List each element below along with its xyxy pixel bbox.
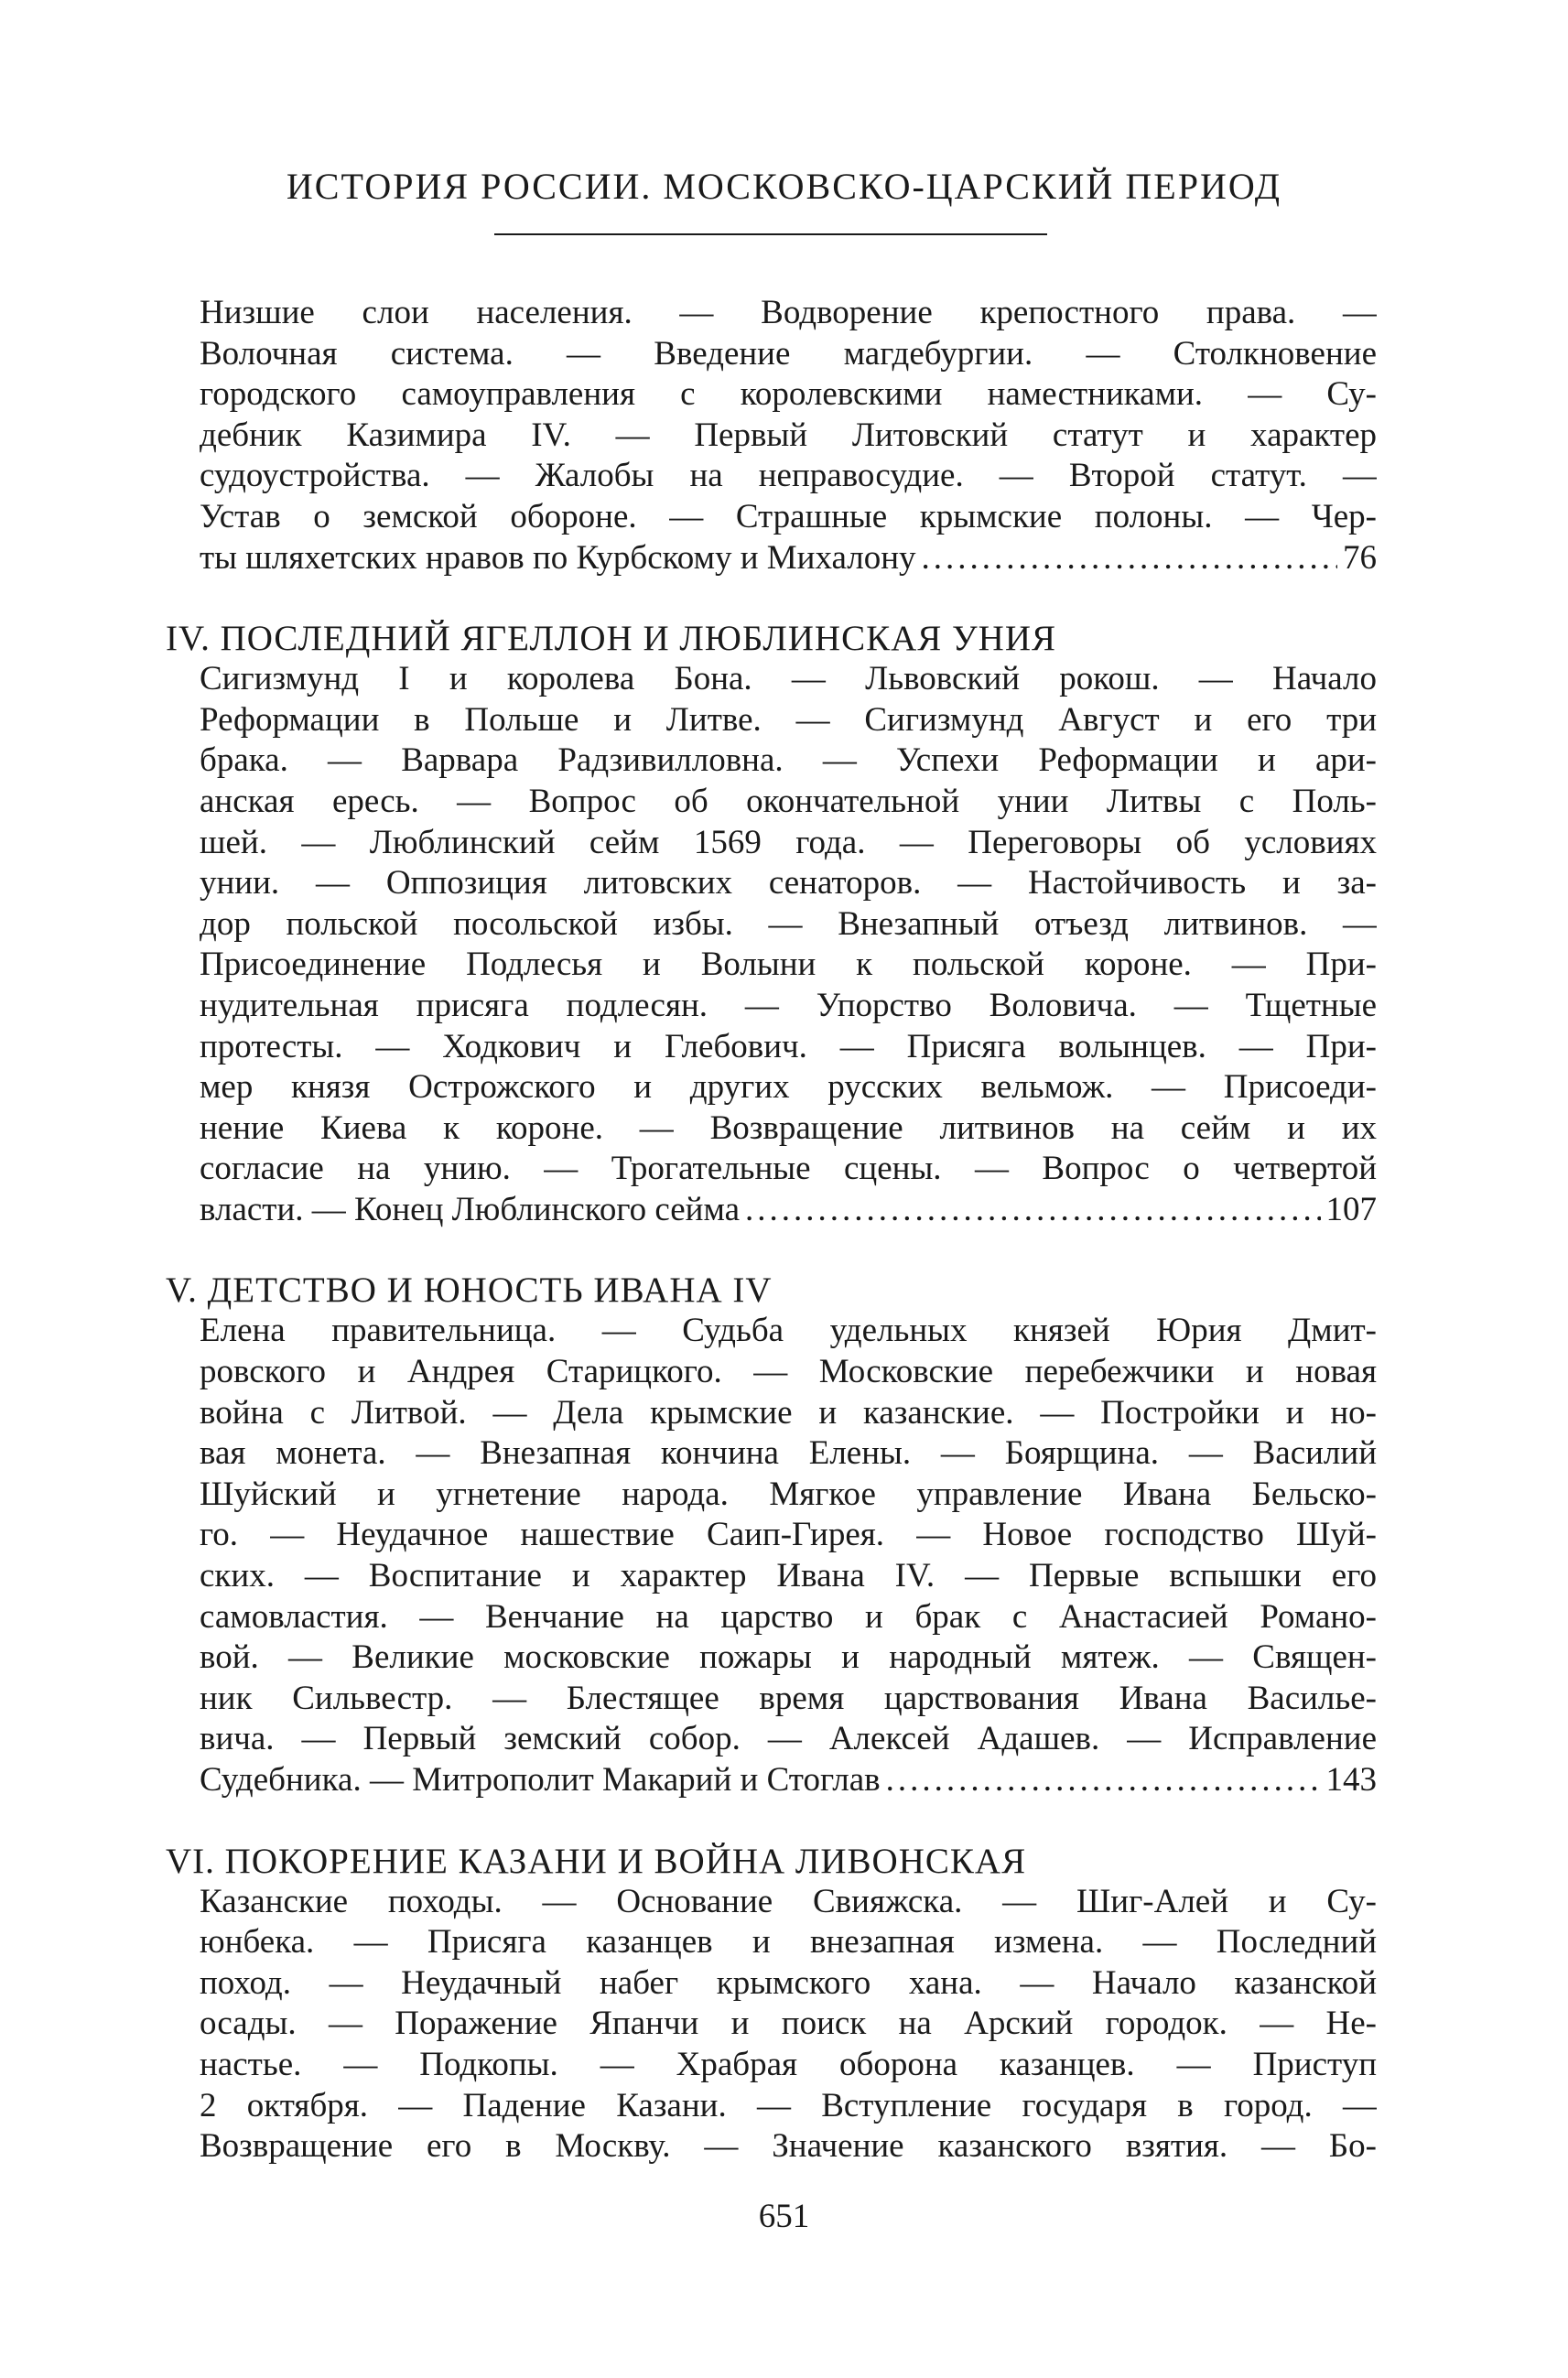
chapter-title: VI. ПОКОРЕНИЕ КАЗАНИ И ВОЙНА ЛИВОНСКАЯ	[166, 1841, 1027, 1881]
page-number: 651	[758, 2198, 810, 2235]
toc-line: настье. — Подкопы. — Храбрая оборона казанцев. — Приступ	[200, 2045, 1377, 2083]
toc-line: нение Киева к короне. — Возвращение литвинов на сейм и их	[200, 1108, 1377, 1147]
toc-line: городского самоуправления с королевскими наместниками. — Су-	[200, 375, 1377, 414]
toc-line: Возвращение его в Москву. — Значение казанского взятия. — Бо-	[200, 2127, 1377, 2166]
toc-line: анская ересь. — Вопрос об окончательной унии Литвы с Поль-	[200, 782, 1377, 820]
toc-entry-chapter-5	[166, 1270, 1377, 1800]
toc-last-line	[166, 1760, 1377, 1801]
toc-line: Устав о земской обороне. — Страшные крымские полоны. — Чер-	[200, 497, 1377, 535]
toc-line: самовластия. — Венчание на царство и брак с Анастасией Романо-	[200, 1597, 1377, 1636]
toc-line: 2 октября. — Падение Казани. — Вступление государя в город. —	[200, 2086, 1377, 2124]
running-title: ИСТОРИЯ РОССИИ. МОСКОВСКО-ЦАРСКИЙ ПЕРИОД	[286, 166, 1282, 207]
dot-leader	[886, 1760, 1321, 1801]
toc-line: судоустройства. — Жалобы на неправосудие. — Второй статут. —	[200, 457, 1377, 495]
toc-last-line	[166, 538, 1377, 579]
toc-line: ровского и Андрея Старицкого. — Московские перебежчики и новая	[200, 1353, 1377, 1391]
table-of-contents	[166, 293, 1377, 2167]
toc-line: Волочная система. — Введение магдебургии. — Столкновение	[200, 334, 1377, 373]
toc-line: война с Литвой. — Дела крымские и казанские. — Постройки и но-	[200, 1393, 1377, 1432]
toc-last-line	[166, 1190, 1377, 1231]
toc-line: шей. — Люблинский сейм 1569 года. — Переговоры об условиях	[200, 823, 1377, 861]
chapter-title: V. ДЕТСТВО И ЮНОСТЬ ИВАНА IV	[166, 1270, 773, 1311]
toc-page-number: 143	[1325, 1761, 1377, 1799]
toc-line: дор польской посольской избы. — Внезапный отъезд литвинов. —	[200, 904, 1377, 943]
toc-line: протесты. — Ходкович и Глебович. — Присяга волынцев. — При-	[200, 1027, 1377, 1065]
toc-line: Казанские походы. — Основание Свияжска. — Шиг-Алей и Су-	[200, 1882, 1377, 1920]
toc-line: го. — Неудачное нашествие Саип-Гирея. — Новое господство Шуй-	[200, 1516, 1377, 1554]
toc-line: мер князя Острожского и других русских вельмож. — Присоеди-	[200, 1068, 1377, 1107]
toc-line: брака. — Варвара Радзивилловна. — Успехи Реформации и ари-	[200, 741, 1377, 780]
toc-line: поход. — Неудачный набег крымского хана. — Начало казанской	[200, 1963, 1377, 2002]
toc-line: ских. — Воспитание и характер Ивана IV. — Первые вспышки его	[200, 1557, 1377, 1595]
toc-line: вая монета. — Внезапная кончина Елены. — Боярщина. — Василий	[200, 1434, 1377, 1473]
toc-line: осады. — Поражение Япанчи и поиск на Арский городок. — Не-	[200, 2005, 1377, 2043]
toc-entry-continuation	[166, 293, 1377, 578]
toc-line-text: ты шляхетских нравов по Курбскому и Михалону	[200, 538, 916, 577]
toc-line: унии. — Оппозиция литовских сенаторов. — Настойчивость и за-	[200, 864, 1377, 903]
chapter-title: IV. ПОСЛЕДНИЙ ЯГЕЛЛОН И ЛЮБЛИНСКАЯ УНИЯ	[166, 619, 1057, 659]
toc-line-text: власти. — Конец Люблинского сейма	[200, 1190, 741, 1228]
toc-entry-chapter-4	[166, 619, 1377, 1230]
toc-line: Реформации в Польше и Литве. — Сигизмунд Август и его три	[200, 700, 1377, 739]
toc-line: Шуйский и угнетение народа. Мягкое управление Ивана Бельско-	[200, 1475, 1377, 1513]
dot-leader	[745, 1190, 1320, 1231]
toc-line: вой. — Великие московские пожары и народный мятеж. — Священ-	[200, 1638, 1377, 1677]
toc-line: ник Сильвестр. — Блестящее время царствования Ивана Василье-	[200, 1679, 1377, 1717]
toc-line: дебник Казимира IV. — Первый Литовский статут и характер	[200, 416, 1377, 454]
toc-entry-chapter-6	[166, 1842, 1377, 2167]
toc-page-number: 107	[1325, 1190, 1377, 1228]
header-rule	[494, 233, 1047, 235]
toc-line: юнбека. — Присяга казанцев и внезапная измена. — Последний	[200, 1923, 1377, 1962]
toc-line: Низшие слои населения. — Водворение крепостного права. —	[200, 294, 1377, 331]
toc-page-number: 76	[1343, 538, 1377, 577]
toc-line: Елена правительница. — Судьба удельных князей Юрия Дмит-	[200, 1312, 1377, 1350]
toc-line-text: Судебника. — Митрополит Макарий и Стоглав	[200, 1761, 881, 1799]
dot-leader	[922, 538, 1337, 579]
toc-line: согласие на унию. — Трогательные сцены. — Вопрос о четвертой	[200, 1150, 1377, 1188]
toc-line: нудительная присяга подлесян. — Упорство Воловича. — Тщетные	[200, 986, 1377, 1024]
toc-line: Присоединение Подлесья и Волыни к польской короне. — При-	[200, 946, 1377, 984]
toc-line: вича. — Первый земский собор. — Алексей Адашев. — Исправление	[200, 1720, 1377, 1758]
toc-line: Сигизмунд I и королева Бона. — Львовский рокош. — Начало	[200, 660, 1377, 698]
